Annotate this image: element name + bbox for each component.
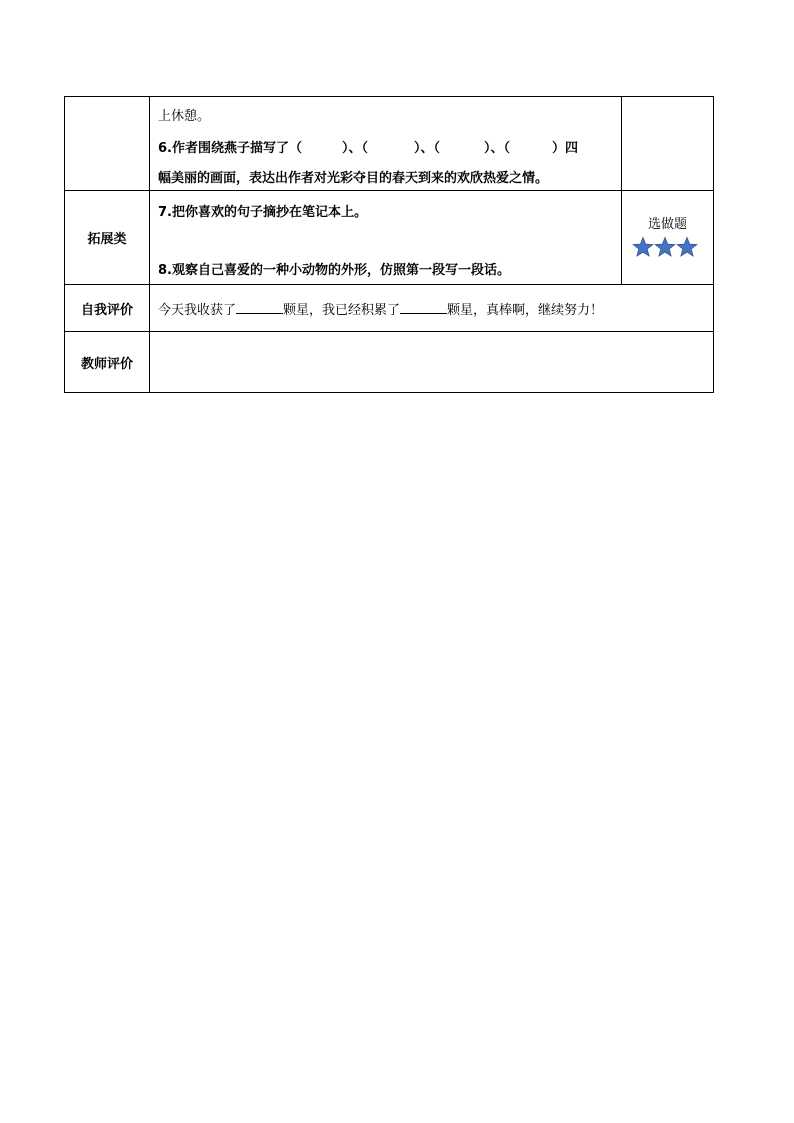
row-label-teacher-evaluation: 教师评价 [65, 332, 150, 392]
row-label-extension: 拓展类 [65, 191, 150, 284]
stars-earned-blank[interactable] [236, 300, 283, 314]
table-row [65, 332, 713, 392]
content-cell [150, 285, 713, 331]
content-cell [150, 191, 621, 284]
stars-total-blank[interactable] [400, 300, 447, 314]
question-6 [158, 137, 578, 156]
row-label [65, 97, 150, 190]
q6-separator: ）、（ [484, 141, 511, 156]
q6-prefix: 6.作者围绕燕子描写了（ [158, 141, 302, 156]
side-cell [621, 97, 713, 190]
q6-separator: ）、（ [414, 141, 441, 156]
question-7: 7.把你喜欢的句子摘抄在笔记本上。 [158, 205, 367, 220]
question-6-line2: 幅美丽的画面，表达出作者对光彩夺目的春天到来的欢欣热爱之情。 [158, 171, 549, 186]
star-icon [676, 236, 698, 258]
star-icon [632, 236, 654, 258]
self-eval-part1: 今天我收获了 [158, 303, 237, 318]
table-row [65, 191, 713, 285]
star-rating [632, 236, 713, 262]
star-icon [654, 236, 676, 258]
self-eval-part2: 颗星，我已经积累了 [283, 303, 401, 318]
q6-suffix: ）四 [552, 141, 579, 156]
side-cell [621, 191, 713, 284]
self-evaluation-text [158, 299, 603, 318]
teacher-evaluation-cell[interactable] [150, 332, 713, 392]
q6-separator: ）、（ [341, 141, 368, 156]
row-label-self-evaluation: 自我评价 [65, 285, 150, 331]
table-row [65, 97, 713, 191]
table-row [65, 285, 713, 332]
content-cell [150, 97, 621, 190]
question-8: 8.观察自己喜爱的一种小动物的外形，仿照第一段写一段话。 [158, 263, 510, 278]
self-eval-part3: 颗星，真棒啊，继续努力！ [447, 303, 604, 318]
evaluation-table [64, 96, 714, 393]
optional-label: 选做题 [647, 217, 687, 232]
line-text: 上休憩。 [158, 109, 211, 124]
